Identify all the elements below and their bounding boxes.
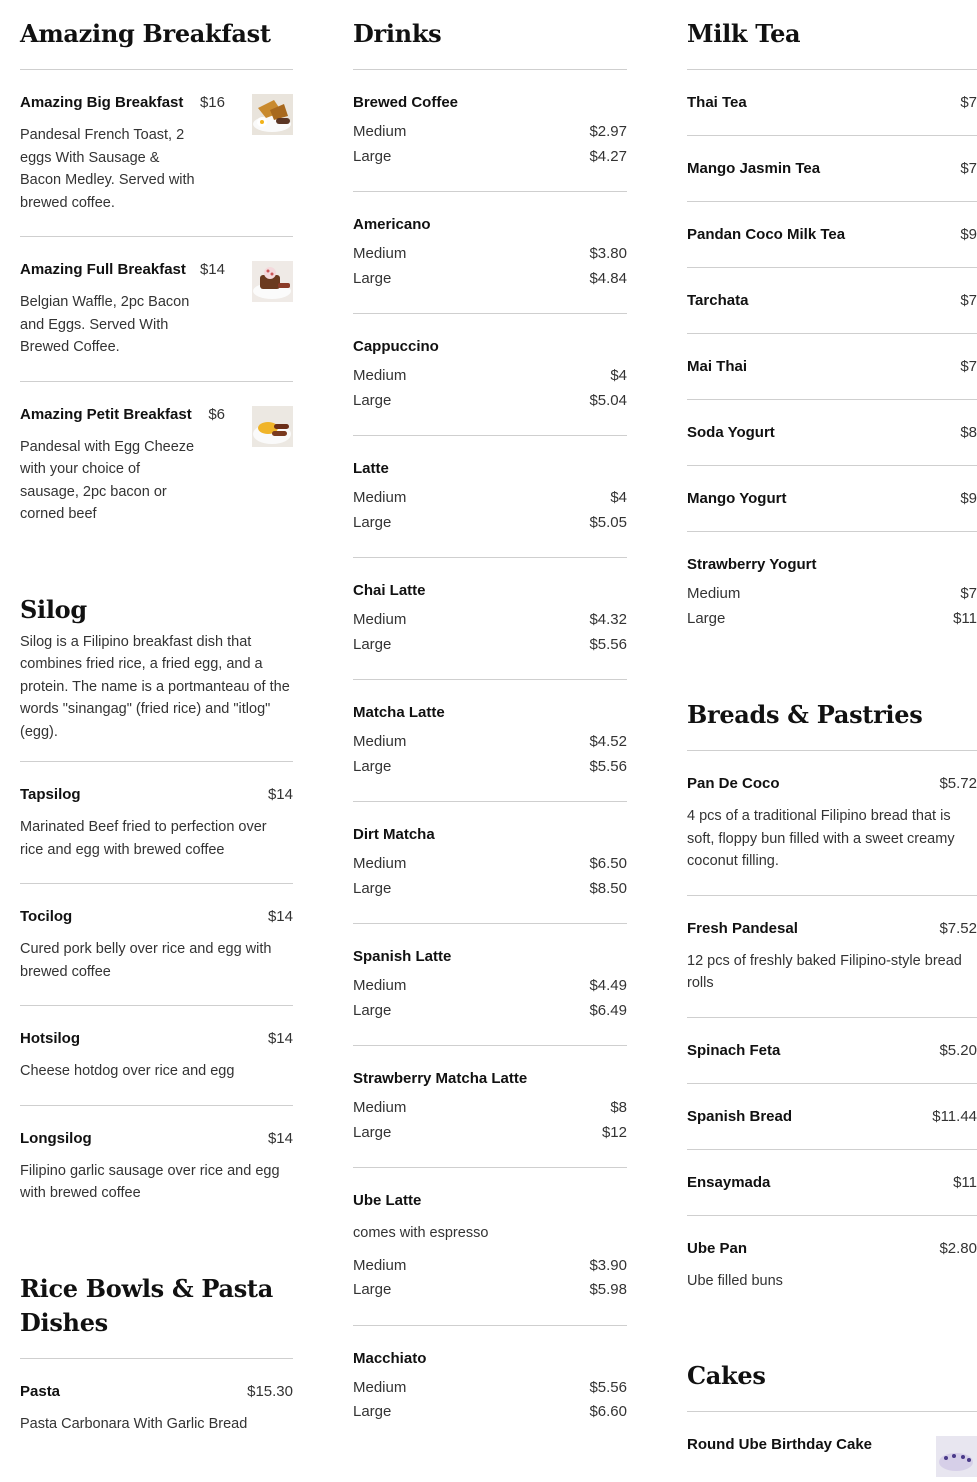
menu-item-americano[interactable] bbox=[353, 191, 627, 313]
size-label: Medium bbox=[353, 1256, 407, 1274]
size-price: $4.49 bbox=[589, 977, 627, 994]
egg-sausage-plate-image[interactable] bbox=[252, 406, 293, 447]
size-price: $5.98 bbox=[589, 1281, 627, 1298]
section-spacer bbox=[687, 653, 977, 681]
size-option-medium[interactable] bbox=[353, 1376, 627, 1401]
size-label: Large bbox=[687, 609, 726, 627]
item-name: Cappuccino bbox=[353, 338, 439, 355]
size-options bbox=[353, 852, 627, 901]
item-description: comes with espresso bbox=[353, 1225, 489, 1241]
section-spacer bbox=[687, 1314, 977, 1342]
size-price: $5.56 bbox=[589, 635, 627, 653]
size-label: Large bbox=[353, 1281, 392, 1298]
size-label: Medium bbox=[353, 489, 407, 506]
size-options bbox=[353, 1096, 627, 1145]
size-option-medium[interactable] bbox=[353, 730, 627, 755]
item-name: Longsilog bbox=[20, 1129, 92, 1147]
section-title-drinks: Drinks bbox=[353, 19, 442, 48]
size-option-medium[interactable] bbox=[353, 1254, 627, 1279]
item-description: 4 pcs of a traditional Filipino bread that is soft, floppy bun filled with a sweet creamy coconut filling. bbox=[687, 808, 955, 869]
waffle-plate-image[interactable] bbox=[252, 261, 293, 302]
item-price: $7.52 bbox=[939, 919, 977, 937]
menu-column-3 bbox=[687, 0, 977, 1477]
size-price: $7 bbox=[960, 585, 977, 602]
item-header bbox=[687, 556, 977, 573]
item-name: Spanish Latte bbox=[353, 948, 452, 965]
menu-item-amazing-petit-breakfast[interactable] bbox=[20, 381, 293, 548]
item-name: Tocilog bbox=[20, 908, 73, 925]
item-name: Soda Yogurt bbox=[687, 424, 775, 441]
item-description: Cured pork belly over rice and egg with brewed coffee bbox=[20, 941, 272, 980]
item-header bbox=[353, 460, 627, 477]
size-label: Large bbox=[353, 1123, 392, 1141]
size-option-large[interactable] bbox=[353, 1278, 627, 1303]
size-label: Large bbox=[353, 513, 392, 531]
menu-item-strawberry-matcha-latte[interactable] bbox=[353, 1045, 627, 1167]
item-name: Strawberry Yogurt bbox=[687, 556, 817, 573]
size-label: Medium bbox=[353, 855, 407, 872]
menu-item-ube-pan[interactable] bbox=[687, 1215, 977, 1315]
ube-cake-image[interactable] bbox=[936, 1436, 977, 1477]
item-name: Ube Pan bbox=[687, 1239, 748, 1257]
menu-item-ube-latte[interactable] bbox=[353, 1167, 627, 1325]
menu-item-spanish-latte[interactable] bbox=[353, 923, 627, 1045]
size-price: $3.80 bbox=[589, 245, 627, 262]
item-description: Pasta Carbonara With Garlic Bread bbox=[20, 1415, 248, 1432]
size-label: Medium bbox=[353, 123, 407, 140]
section-title-milk-tea: Milk Tea bbox=[687, 19, 801, 48]
menu-item-amazing-full-breakfast[interactable] bbox=[20, 236, 293, 381]
size-option-large[interactable] bbox=[353, 755, 627, 780]
size-option-large[interactable] bbox=[353, 1400, 627, 1425]
size-price: $6.50 bbox=[589, 855, 627, 872]
item-header bbox=[353, 216, 627, 233]
item-price: $14 bbox=[199, 261, 225, 278]
item-name: Americano bbox=[353, 216, 431, 233]
menu-item-hotsilog[interactable] bbox=[20, 1005, 293, 1105]
item-name: Amazing Petit Breakfast bbox=[20, 405, 192, 423]
item-description: Cheese hotdog over rice and egg bbox=[20, 1063, 235, 1079]
item-header bbox=[687, 1042, 977, 1059]
item-header bbox=[20, 1383, 293, 1400]
menu-item-tapsilog[interactable] bbox=[20, 761, 293, 883]
size-label: Large bbox=[353, 1001, 392, 1019]
size-option-medium[interactable] bbox=[353, 242, 627, 267]
item-header bbox=[353, 948, 627, 965]
item-header bbox=[687, 775, 977, 792]
size-label: Large bbox=[353, 635, 392, 653]
toast-plate-image[interactable] bbox=[252, 94, 293, 135]
menu-item-amazing-big-breakfast[interactable] bbox=[20, 69, 293, 236]
size-options bbox=[353, 1254, 627, 1303]
size-options bbox=[353, 974, 627, 1023]
item-price: $2.80 bbox=[939, 1239, 977, 1257]
item-price: $9 bbox=[960, 490, 977, 507]
size-option-medium[interactable] bbox=[687, 582, 977, 607]
item-name: Ensaymada bbox=[687, 1173, 771, 1191]
menu-column-2 bbox=[353, 0, 627, 1447]
menu-item-thai-tea[interactable] bbox=[687, 69, 977, 135]
item-header bbox=[353, 1192, 627, 1209]
item-price: $7 bbox=[960, 160, 977, 177]
item-name: Round Ube Birthday Cake bbox=[687, 1436, 873, 1453]
size-label: Medium bbox=[687, 585, 741, 602]
item-header bbox=[687, 1108, 977, 1125]
size-price: $4.52 bbox=[589, 733, 627, 750]
size-price: $4.27 bbox=[589, 147, 627, 165]
size-options bbox=[353, 608, 627, 657]
size-label: Medium bbox=[353, 611, 407, 628]
item-name: Dirt Matcha bbox=[353, 826, 435, 843]
item-header bbox=[353, 94, 627, 111]
item-description: Ube filled buns bbox=[687, 1272, 783, 1289]
item-price: $5.20 bbox=[939, 1041, 977, 1059]
item-price: $8 bbox=[960, 424, 977, 441]
item-header bbox=[687, 1436, 977, 1453]
menu-item-pan-de-coco[interactable] bbox=[687, 750, 977, 895]
item-name: Fresh Pandesal bbox=[687, 919, 798, 937]
menu-item-fresh-pandesal[interactable] bbox=[687, 895, 977, 1017]
menu-item-tocilog[interactable] bbox=[20, 883, 293, 1005]
size-option-large[interactable] bbox=[353, 511, 627, 536]
section-description: Silog is a Filipino breakfast dish that combines fried rice, a fried egg, and a protein. The name is a portmanteau of the words "sinangag" (fried rice) and "itlog" (egg). bbox=[20, 633, 290, 740]
menu-item-mango-yogurt[interactable] bbox=[687, 465, 977, 531]
item-name: Amazing Big Breakfast bbox=[20, 94, 184, 111]
section-title-breads-pastries: Breads & Pastries bbox=[687, 700, 923, 729]
item-header bbox=[687, 292, 977, 309]
size-options bbox=[353, 1376, 627, 1425]
size-price: $4.84 bbox=[589, 269, 627, 287]
item-header bbox=[353, 1070, 627, 1087]
menu-item-longsilog[interactable] bbox=[20, 1105, 293, 1227]
item-name: Strawberry Matcha Latte bbox=[353, 1070, 528, 1087]
menu-item-cappuccino[interactable] bbox=[353, 313, 627, 435]
menu-item-mango-jasmin-tea[interactable] bbox=[687, 135, 977, 201]
size-option-large[interactable] bbox=[353, 877, 627, 902]
item-name: Hotsilog bbox=[20, 1030, 80, 1047]
item-name: Latte bbox=[353, 460, 389, 477]
size-options bbox=[353, 242, 627, 291]
item-description: 12 pcs of freshly baked Filipino-style bread rolls bbox=[687, 952, 962, 991]
section-title-cakes: Cakes bbox=[687, 1361, 766, 1390]
menu-item-spinach-feta[interactable] bbox=[687, 1017, 977, 1083]
menu-item-soda-yogurt[interactable] bbox=[687, 399, 977, 465]
size-option-medium[interactable] bbox=[353, 120, 627, 145]
item-price: $11 bbox=[953, 1173, 977, 1191]
item-header bbox=[353, 1350, 627, 1367]
size-options bbox=[353, 364, 627, 413]
item-price: $9 bbox=[960, 226, 977, 243]
size-label: Medium bbox=[353, 1099, 407, 1116]
item-price: $11.44 bbox=[932, 1107, 977, 1125]
size-option-medium[interactable] bbox=[353, 974, 627, 999]
item-name: Spanish Bread bbox=[687, 1107, 793, 1125]
menu-item-brewed-coffee[interactable] bbox=[353, 69, 627, 191]
item-header bbox=[687, 424, 977, 441]
size-option-medium[interactable] bbox=[353, 608, 627, 633]
item-header bbox=[687, 1240, 977, 1257]
item-price: $14 bbox=[267, 1129, 293, 1147]
size-label: Large bbox=[353, 757, 392, 775]
size-price: $11 bbox=[953, 609, 977, 627]
item-price: $14 bbox=[267, 786, 293, 803]
item-name: Macchiato bbox=[353, 1349, 427, 1367]
section-title-amazing-breakfast: Amazing Breakfast bbox=[20, 19, 271, 48]
item-price: $14 bbox=[267, 1030, 293, 1047]
menu-item-mai-thai[interactable] bbox=[687, 333, 977, 399]
size-options bbox=[353, 486, 627, 535]
item-header bbox=[687, 920, 977, 937]
size-option-large[interactable] bbox=[353, 1121, 627, 1146]
item-name: Mango Jasmin Tea bbox=[687, 160, 821, 177]
size-label: Medium bbox=[353, 245, 407, 262]
item-header bbox=[353, 338, 627, 355]
size-label: Medium bbox=[353, 733, 407, 750]
menu-item-round-ube-birthday-cake[interactable] bbox=[687, 1411, 977, 1477]
item-name: Pasta bbox=[20, 1382, 61, 1400]
size-option-large[interactable] bbox=[353, 633, 627, 658]
menu-column-1 bbox=[20, 0, 293, 1457]
item-description: Pandesal with Egg Cheeze with your choice of sausage, 2pc bacon or corned beef bbox=[20, 438, 195, 522]
size-option-large[interactable] bbox=[353, 389, 627, 414]
size-option-medium[interactable] bbox=[353, 1096, 627, 1121]
item-description: Belgian Waffle, 2pc Bacon and Eggs. Served With Brewed Coffee. bbox=[20, 294, 190, 355]
item-price: $15.30 bbox=[247, 1382, 293, 1400]
menu-item-pandan-coco-milk-tea[interactable] bbox=[687, 201, 977, 267]
size-label: Large bbox=[353, 391, 392, 409]
item-price: $5.72 bbox=[939, 775, 977, 792]
item-name: Amazing Full Breakfast bbox=[20, 261, 186, 278]
size-price: $12 bbox=[601, 1123, 627, 1141]
item-name: Ube Latte bbox=[353, 1192, 422, 1209]
item-header bbox=[687, 1174, 977, 1191]
menu-item-strawberry-yogurt[interactable] bbox=[687, 531, 977, 653]
size-option-medium[interactable] bbox=[353, 486, 627, 511]
size-price: $2.97 bbox=[589, 123, 627, 140]
item-header bbox=[20, 908, 293, 925]
size-option-medium[interactable] bbox=[353, 852, 627, 877]
item-price: $14 bbox=[267, 908, 293, 925]
menu-item-ensaymada[interactable] bbox=[687, 1149, 977, 1215]
size-price: $5.05 bbox=[589, 513, 627, 531]
item-header bbox=[687, 94, 977, 111]
size-option-medium[interactable] bbox=[353, 364, 627, 389]
size-price: $6.60 bbox=[589, 1403, 627, 1420]
item-header bbox=[20, 786, 293, 803]
item-name: Tapsilog bbox=[20, 786, 81, 803]
size-options bbox=[687, 582, 977, 631]
size-option-large[interactable] bbox=[353, 145, 627, 170]
size-label: Large bbox=[353, 269, 392, 287]
item-name: Chai Latte bbox=[353, 582, 426, 599]
item-price: $7 bbox=[960, 292, 977, 309]
menu-item-pasta[interactable] bbox=[20, 1358, 293, 1458]
section-title-silog: Silog bbox=[20, 594, 87, 624]
item-description: Marinated Beef fried to perfection over rice and egg with brewed coffee bbox=[20, 819, 267, 858]
item-name: Mai Thai bbox=[687, 358, 748, 375]
item-name: Pan De Coco bbox=[687, 775, 780, 792]
item-name: Brewed Coffee bbox=[353, 94, 459, 111]
item-name: Tarchata bbox=[687, 292, 749, 309]
item-header bbox=[20, 1030, 293, 1047]
menu-item-tarchata[interactable] bbox=[687, 267, 977, 333]
size-price: $4.32 bbox=[589, 611, 627, 628]
item-header bbox=[353, 826, 627, 843]
size-price: $4 bbox=[610, 367, 627, 384]
size-label: Large bbox=[353, 1403, 392, 1420]
item-header bbox=[353, 582, 627, 599]
item-price: $16 bbox=[199, 94, 225, 111]
size-price: $8.50 bbox=[589, 879, 627, 897]
size-options bbox=[353, 730, 627, 779]
size-label: Medium bbox=[353, 367, 407, 384]
size-price: $4 bbox=[610, 489, 627, 506]
menu-item-dirt-matcha[interactable] bbox=[353, 801, 627, 923]
size-label: Large bbox=[353, 879, 392, 897]
item-price: $7 bbox=[960, 358, 977, 375]
size-label: Large bbox=[353, 147, 392, 165]
size-label: Medium bbox=[353, 1378, 407, 1396]
item-name: Matcha Latte bbox=[353, 704, 445, 721]
size-price: $5.56 bbox=[589, 1378, 627, 1396]
item-price: $7 bbox=[960, 94, 977, 111]
item-header bbox=[687, 226, 977, 243]
item-header bbox=[20, 1130, 293, 1147]
menu-item-macchiato[interactable] bbox=[353, 1325, 627, 1447]
section-title-rice-bowls-pasta-dishes: Rice Bowls & Pasta Dishes bbox=[20, 1273, 273, 1337]
item-description: Pandesal French Toast, 2 eggs With Sausage & Bacon Medley. Served with brewed coffee. bbox=[20, 127, 195, 211]
item-name: Pandan Coco Milk Tea bbox=[687, 226, 846, 243]
item-price: $6 bbox=[208, 405, 225, 423]
size-price: $8 bbox=[610, 1099, 627, 1116]
size-option-large[interactable] bbox=[353, 999, 627, 1024]
size-option-large[interactable] bbox=[353, 267, 627, 292]
size-price: $3.90 bbox=[589, 1256, 627, 1274]
item-header bbox=[353, 704, 627, 721]
section-spacer bbox=[20, 1227, 293, 1255]
item-header bbox=[687, 358, 977, 375]
section-spacer bbox=[20, 548, 293, 576]
item-name: Mango Yogurt bbox=[687, 490, 787, 507]
menu-item-latte[interactable] bbox=[353, 435, 627, 557]
size-price: $5.56 bbox=[589, 757, 627, 775]
menu-item-chai-latte[interactable] bbox=[353, 557, 627, 679]
size-label: Medium bbox=[353, 977, 407, 994]
item-header bbox=[687, 490, 977, 507]
item-description: Filipino garlic sausage over rice and egg with brewed coffee bbox=[20, 1162, 280, 1201]
item-header bbox=[687, 160, 977, 177]
item-name: Spinach Feta bbox=[687, 1041, 781, 1059]
size-option-large[interactable] bbox=[687, 607, 977, 632]
size-price: $6.49 bbox=[589, 1001, 627, 1019]
size-price: $5.04 bbox=[589, 391, 627, 409]
menu-item-matcha-latte[interactable] bbox=[353, 679, 627, 801]
menu-item-spanish-bread[interactable] bbox=[687, 1083, 977, 1149]
item-name: Thai Tea bbox=[687, 94, 747, 111]
size-options bbox=[353, 120, 627, 169]
